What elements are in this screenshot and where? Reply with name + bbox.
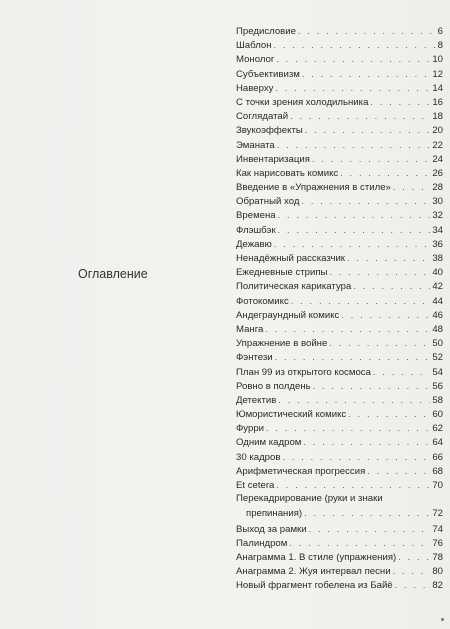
toc-entry-title: Выход за рамки (236, 523, 307, 535)
leader-dots (305, 123, 431, 137)
toc-entry (236, 81, 443, 95)
toc-entry-title: Андеграундный комикс (236, 309, 340, 321)
toc-entry-title: Как нарисовать комикс (236, 167, 339, 179)
leader-dots (274, 38, 436, 52)
toc-entry-title: Фотокомикс (236, 295, 289, 307)
toc-entry-title: Ровно в полдень (236, 380, 311, 392)
leader-dots (282, 450, 430, 464)
toc-entry-title: Звукоэффекты (236, 125, 303, 137)
toc-entry-page: 76 (432, 537, 443, 549)
toc-entry (236, 67, 443, 81)
toc-entry-page: 24 (432, 153, 443, 165)
toc-entry (236, 152, 443, 166)
leader-dots (393, 180, 430, 194)
toc-entry-page: 12 (432, 68, 443, 80)
toc-entry-page: 78 (432, 551, 443, 563)
leader-dots (329, 265, 430, 279)
toc-entry (236, 564, 443, 578)
leader-dots (275, 81, 430, 95)
toc-entry (236, 294, 443, 308)
toc-entry-page: 28 (432, 182, 443, 194)
leader-dots (347, 251, 430, 265)
toc-entry (236, 365, 443, 379)
toc-entry (236, 522, 443, 536)
toc-entry-title: Фурри (236, 423, 265, 435)
toc-entry-title: Анаграмма 1. В стиле (упражнения) (236, 551, 397, 563)
leader-dots (340, 166, 430, 180)
toc-entry-title: Et cetera (236, 480, 275, 491)
toc-entry-page: 46 (432, 309, 443, 321)
toc-entry-page: 52 (432, 352, 443, 364)
leader-dots (370, 95, 430, 109)
toc-entry (236, 464, 443, 478)
toc-entry-page: 64 (432, 437, 443, 449)
toc-entry (236, 208, 443, 222)
toc-entry-title: Детектив (236, 394, 277, 406)
toc-entry-title-line1: Перекадрирование (руки и знаки (236, 493, 383, 505)
leader-dots (398, 550, 430, 564)
leader-dots (265, 322, 430, 336)
toc-entry (236, 435, 443, 449)
toc-entry-title: С точки зрения холодильника (236, 96, 369, 108)
toc-entry-title: Политическая карикатура (236, 281, 352, 293)
toc-entry (236, 138, 443, 152)
toc-entry-page: 44 (432, 295, 443, 307)
toc-entry (236, 38, 443, 52)
toc-entry-title: Обратный ход (236, 196, 300, 208)
toc-entry-page: 20 (432, 125, 443, 137)
toc-entry-page: 30 (432, 196, 443, 208)
toc-entry (236, 536, 443, 550)
toc-entry (236, 24, 443, 38)
toc-entry (236, 95, 443, 109)
leader-dots (393, 564, 431, 578)
toc-entry (236, 279, 443, 293)
toc-entry-multiline (236, 492, 443, 521)
toc-entry (236, 308, 443, 322)
leader-dots (278, 223, 431, 237)
toc-entry (236, 407, 443, 421)
leader-dots (341, 308, 430, 322)
toc-entry-title: Времена (236, 210, 276, 222)
toc-entry-title: Ненадёжный рассказчик (236, 253, 346, 264)
toc-entry-title: Фэнтези (236, 352, 273, 364)
toc-entry (236, 52, 443, 66)
leader-dots (301, 194, 430, 208)
toc-entry (236, 336, 443, 350)
toc-entry-page: 50 (432, 338, 443, 350)
leader-dots (329, 336, 430, 350)
leader-dots (348, 407, 430, 421)
toc-entry-title: Манга (236, 323, 264, 335)
toc-entry-title: Арифметическая прогрессия (236, 465, 366, 477)
leader-dots (353, 279, 430, 293)
toc-entry-title: Юмористический комикс (236, 409, 347, 421)
toc-entry (236, 322, 443, 336)
toc-entry-title: Субъективизм (236, 68, 300, 80)
toc-entry-title: Дежавю (236, 238, 272, 250)
toc-entry-page: 40 (432, 267, 443, 279)
toc-entry-page: 36 (432, 238, 443, 250)
toc-entry-page: 62 (432, 423, 443, 435)
toc-entry (236, 265, 443, 279)
toc-entry (236, 478, 443, 492)
toc-entry (236, 393, 443, 407)
toc-entry-page: 74 (432, 523, 443, 535)
toc-entry-page: 48 (432, 323, 443, 335)
toc-entry-page: 38 (432, 253, 443, 264)
toc-entry-title: Шаблон (236, 40, 272, 52)
toc-entry-title: Анаграмма 2. Жуя интервал песни (236, 566, 391, 578)
toc-entry-page: 16 (432, 96, 443, 108)
toc-entry-title: Введение в «Упражнения в стиле» (236, 182, 391, 194)
toc-entry (236, 350, 443, 364)
toc-entry-title: Упражнение в войне (236, 338, 328, 350)
toc-entry (236, 194, 443, 208)
leader-dots (302, 67, 430, 81)
leader-dots (298, 24, 436, 38)
toc-entry-page: 54 (432, 366, 443, 378)
toc-entry-page: 80 (432, 566, 443, 578)
toc-entry-page: 14 (432, 82, 443, 94)
toc-entry-page: 66 (432, 451, 443, 463)
leader-dots (276, 52, 430, 66)
toc-entry (236, 223, 443, 237)
toc-entry-title: Монолог (236, 54, 275, 66)
toc-entry-page: 72 (432, 508, 443, 520)
leader-dots (289, 536, 430, 550)
leader-dots (278, 393, 430, 407)
toc-entry (236, 166, 443, 180)
toc-entry-page: 8 (437, 40, 443, 52)
toc-entry-page: 10 (432, 54, 443, 66)
toc-entry-title: 30 кадров (236, 451, 281, 463)
section-title: Оглавление (78, 267, 148, 281)
toc-entry (236, 578, 443, 592)
leader-dots (395, 578, 431, 592)
toc-entry-page: 22 (432, 139, 443, 151)
leader-dots (266, 421, 430, 435)
toc-entry (236, 421, 443, 435)
toc-entry-title: Инвентаризация (236, 153, 310, 165)
table-of-contents (236, 24, 443, 593)
toc-entry-title: Наверху (236, 82, 274, 94)
toc-entry-title: Предисловие (236, 26, 296, 37)
toc-entry-title: Палиндром (236, 537, 288, 549)
toc-entry-page: 26 (432, 167, 443, 179)
toc-entry (236, 450, 443, 464)
toc-entry-page: 56 (432, 380, 443, 392)
page-edge-mark (441, 618, 444, 621)
toc-entry-page: 18 (432, 111, 443, 123)
toc-entry-title: Флэшбэк (236, 224, 276, 236)
leader-dots (312, 152, 430, 166)
leader-dots (303, 435, 430, 449)
leader-dots (277, 138, 431, 152)
toc-entry-title-line2: препинания) (246, 508, 303, 520)
toc-entry (236, 180, 443, 194)
toc-entry-page: 34 (432, 224, 443, 236)
toc-entry-title: Эманата (236, 139, 275, 151)
leader-dots (313, 379, 431, 393)
leader-dots (290, 109, 430, 123)
leader-dots (304, 506, 430, 520)
toc-entry-title: План 99 из открытого космоса (236, 366, 371, 378)
toc-entry-page: 82 (432, 580, 443, 592)
toc-entry (236, 123, 443, 137)
toc-entry-page: 58 (432, 394, 443, 406)
toc-entry-page: 32 (432, 210, 443, 222)
leader-dots (291, 294, 431, 308)
toc-entry (236, 379, 443, 393)
leader-dots (309, 522, 431, 536)
leader-dots (276, 478, 430, 492)
toc-entry-page: 60 (432, 409, 443, 421)
toc-entry-title: Соглядатай (236, 111, 289, 123)
toc-entry (236, 237, 443, 251)
toc-entry-page: 70 (432, 480, 443, 491)
toc-entry-page: 68 (432, 465, 443, 477)
toc-entry (236, 251, 443, 265)
leader-dots (278, 208, 431, 222)
toc-entry-title: Одним кадром (236, 437, 302, 449)
leader-dots (373, 365, 430, 379)
leader-dots (275, 350, 431, 364)
leader-dots (367, 464, 430, 478)
toc-entry-page: 6 (437, 26, 443, 37)
toc-entry-title: Новый фрагмент гобелена из Байё (236, 580, 393, 592)
leader-dots (274, 237, 431, 251)
toc-entry (236, 109, 443, 123)
toc-entry-page: 42 (432, 281, 443, 293)
toc-entry (236, 550, 443, 564)
toc-entry-title: Ежедневные стрипы (236, 267, 328, 279)
